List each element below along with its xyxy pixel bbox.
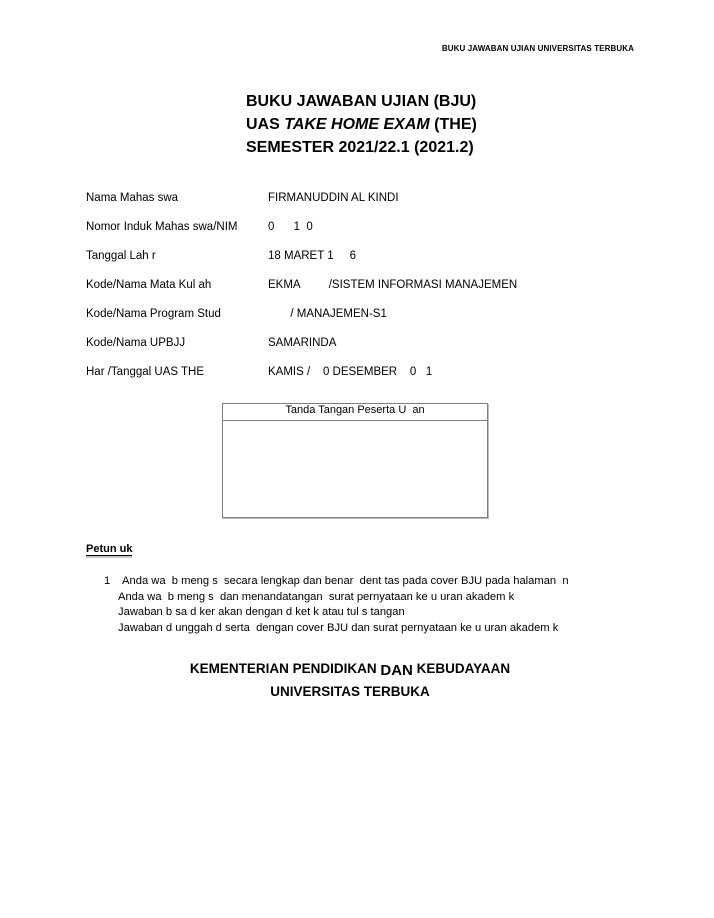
info-label: Nomor Induk Mahas swa/NIM [86, 221, 238, 233]
info-row-exam-date [86, 366, 517, 395]
instructions-heading: Petun uk [86, 543, 133, 555]
instruction-line: Anda wa b meng s dan menandatangan surat pernyataan ke u uran akadem k [118, 590, 515, 603]
instruction-line: Jawaban b sa d ker akan dengan d ket k atau tul s tangan [118, 606, 405, 618]
info-value: FIRMANUDDIN AL KINDI [268, 192, 399, 204]
info-row-program [86, 308, 517, 337]
university-line: UNIVERSITAS TERBUKA [270, 684, 430, 699]
signature-box-title: Tanda Tangan Peserta U an [223, 404, 487, 421]
running-header: BUKU JAWABAN UJIAN UNIVERSITAS TERBUKA [441, 44, 634, 53]
ministry-line [0, 657, 700, 680]
info-row-birthdate [86, 250, 517, 279]
instruction-line: 1 Anda wa b meng s secara lengkap dan benar dent tas pada cover BJU pada halaman n [104, 575, 569, 587]
info-label: Kode/Nama Program Stud [86, 308, 221, 320]
title-line-3: SEMESTER 2021/22.1 (2021.2) [246, 139, 474, 156]
title-line-2-suffix: (THE) [429, 116, 477, 133]
info-row-course [86, 279, 517, 308]
student-info-table [86, 192, 517, 395]
title-line-2-prefix: UAS [246, 116, 285, 133]
info-value: EKMA /SISTEM INFORMASI MANAJEMEN [268, 279, 518, 291]
document-title [246, 90, 477, 159]
title-line-2 [246, 113, 477, 136]
ministry-part-2: KEBUDAYAAN [412, 661, 511, 676]
signature-box [222, 403, 488, 518]
title-line-1: BUKU JAWABAN UJIAN (BJU) [246, 93, 477, 110]
info-value: 18 MARET 1 6 [268, 250, 356, 262]
info-value: SAMARINDA [268, 337, 337, 349]
info-row-name [86, 192, 517, 221]
instructions-list [104, 574, 569, 636]
info-value: 0 1 0 [268, 221, 313, 233]
info-value: / MANAJEMEN-S1 [268, 308, 387, 320]
info-label: Kode/Nama UPBJJ [86, 337, 186, 349]
ministry-dan: DAN [380, 662, 413, 679]
ministry-part-1: KEMENTERIAN PENDIDIKAN [189, 661, 381, 676]
info-label: Nama Mahas swa [86, 192, 179, 204]
instruction-line: Jawaban d unggah d serta dengan cover BJU dan surat pernyataan ke u uran akadem k [118, 621, 559, 634]
info-row-upbjj [86, 337, 517, 366]
info-label: Har /Tanggal UAS THE [86, 366, 205, 378]
info-label: Tanggal Lah r [86, 250, 156, 262]
institution-footer [0, 657, 700, 703]
info-label: Kode/Nama Mata Kul ah [86, 279, 212, 291]
title-line-2-italic: TAKE HOME EXAM [284, 116, 430, 133]
info-value: KAMIS / 0 DESEMBER 0 1 [268, 366, 433, 378]
info-row-nim [86, 221, 517, 250]
